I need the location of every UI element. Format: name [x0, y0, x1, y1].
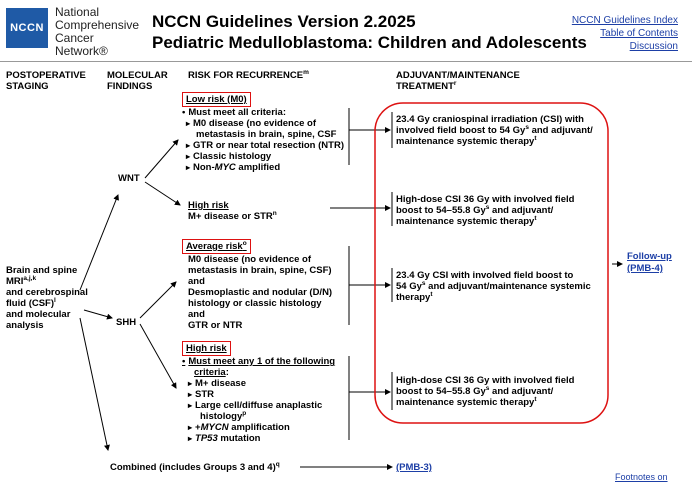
col-header-treatment: ADJUVANT/MAINTENANCE TREATMENT$^r$ — [396, 70, 520, 92]
shh-average-risk-heading: Average risk$^o$ — [182, 239, 251, 254]
nccn-logo: NCCN — [6, 8, 48, 48]
staging-text: Brain and spine MRI$^{a,j,k}$ and cerebrospinal fluid (CSF)$^l$ and molecular analysis — [6, 265, 88, 331]
treatment-wnt-low: 23.4 Gy craniospinal irradiation (CSI) with involved field boost to 54 Gy$^s$ and adjuvant/ maintenance systemic therapy$^t$ — [396, 114, 593, 147]
col-header-molecular: MOLECULAR FINDINGS — [107, 70, 168, 92]
group-wnt: WNT — [118, 173, 140, 184]
treatment-shh-high: High-dose CSI 36 Gy with involved field boost to 54–55.8 Gy$^s$ and adjuvant/ maintenance systemic therapy$^t$ — [396, 375, 575, 408]
table-of-contents-link[interactable]: Table of Contents — [600, 28, 678, 39]
col-header-risk: RISK FOR RECURRENCE$^m$ — [188, 68, 309, 81]
arrow-to-wnt — [80, 195, 118, 290]
pmb3-link[interactable]: (PMB-3) — [396, 462, 432, 473]
org-name: National Comprehensive Cancer Network® — [55, 5, 140, 58]
follow-up-link[interactable]: Follow-up (PMB-4) — [627, 251, 672, 274]
shh-average-risk-block: Average risk$^o$ M0 disease (no evidence of metastasis in brain, spine, CSF) and Desmoplastic and nodular (D/N) histology or classic histology and GTR or NTR — [182, 239, 352, 331]
treatment-shh-average: 23.4 Gy CSI with involved field boost to 54 Gy$^s$ and adjuvant/maintenance systemic therapy$^t$ — [396, 270, 591, 303]
shh-high-risk-block: High risk • Must meet any 1 of the following criteria: ▸ M+ disease ▸ STR ▸ Large cell/diffuse anaplastic histology$^p$ ▸ +MYCN amplification ▸ TP53 mutation — [182, 341, 357, 444]
discussion-link[interactable]: Discussion — [629, 41, 678, 52]
wnt-low-risk-heading: Low risk (M0) — [182, 92, 251, 107]
arrow-shh-avg — [140, 282, 176, 318]
arrow-shh-high — [140, 324, 176, 388]
arrow-to-combined — [80, 318, 108, 450]
wnt-low-risk-block: Low risk (M0) • Must meet all criteria: ▸ M0 disease (no evidence of metastasis in brain, spine, CSF ▸ GTR or near total resection (NTR) ▸ Classic histology ▸ Non-MYC amplified — [182, 92, 347, 173]
group-shh: SHH — [116, 317, 137, 328]
guidelines-index-link[interactable]: NCCN Guidelines Index — [571, 15, 678, 26]
page-title: NCCN Guidelines Version 2.2025 Pediatric Medulloblastoma: Children and Adolescents — [152, 12, 587, 52]
treatment-wnt-high: High-dose CSI 36 Gy with involved field boost to 54–55.8 Gy$^s$ and adjuvant/ maintenance systemic therapy$^t$ — [396, 194, 575, 227]
arrow-wnt-low — [145, 140, 178, 178]
arrow-wnt-high — [145, 182, 180, 205]
arrow-to-shh — [84, 310, 112, 318]
shh-high-risk-heading: High risk — [182, 341, 231, 356]
wnt-high-risk-block: High risk M+ disease or STR$^n$ — [188, 200, 277, 222]
col-header-staging: POSTOPERATIVE STAGING — [6, 70, 86, 92]
footnotes-link[interactable]: Footnotes on — [615, 472, 668, 482]
group-combined: Combined (includes Groups 3 and 4)$^q$ — [110, 460, 280, 473]
